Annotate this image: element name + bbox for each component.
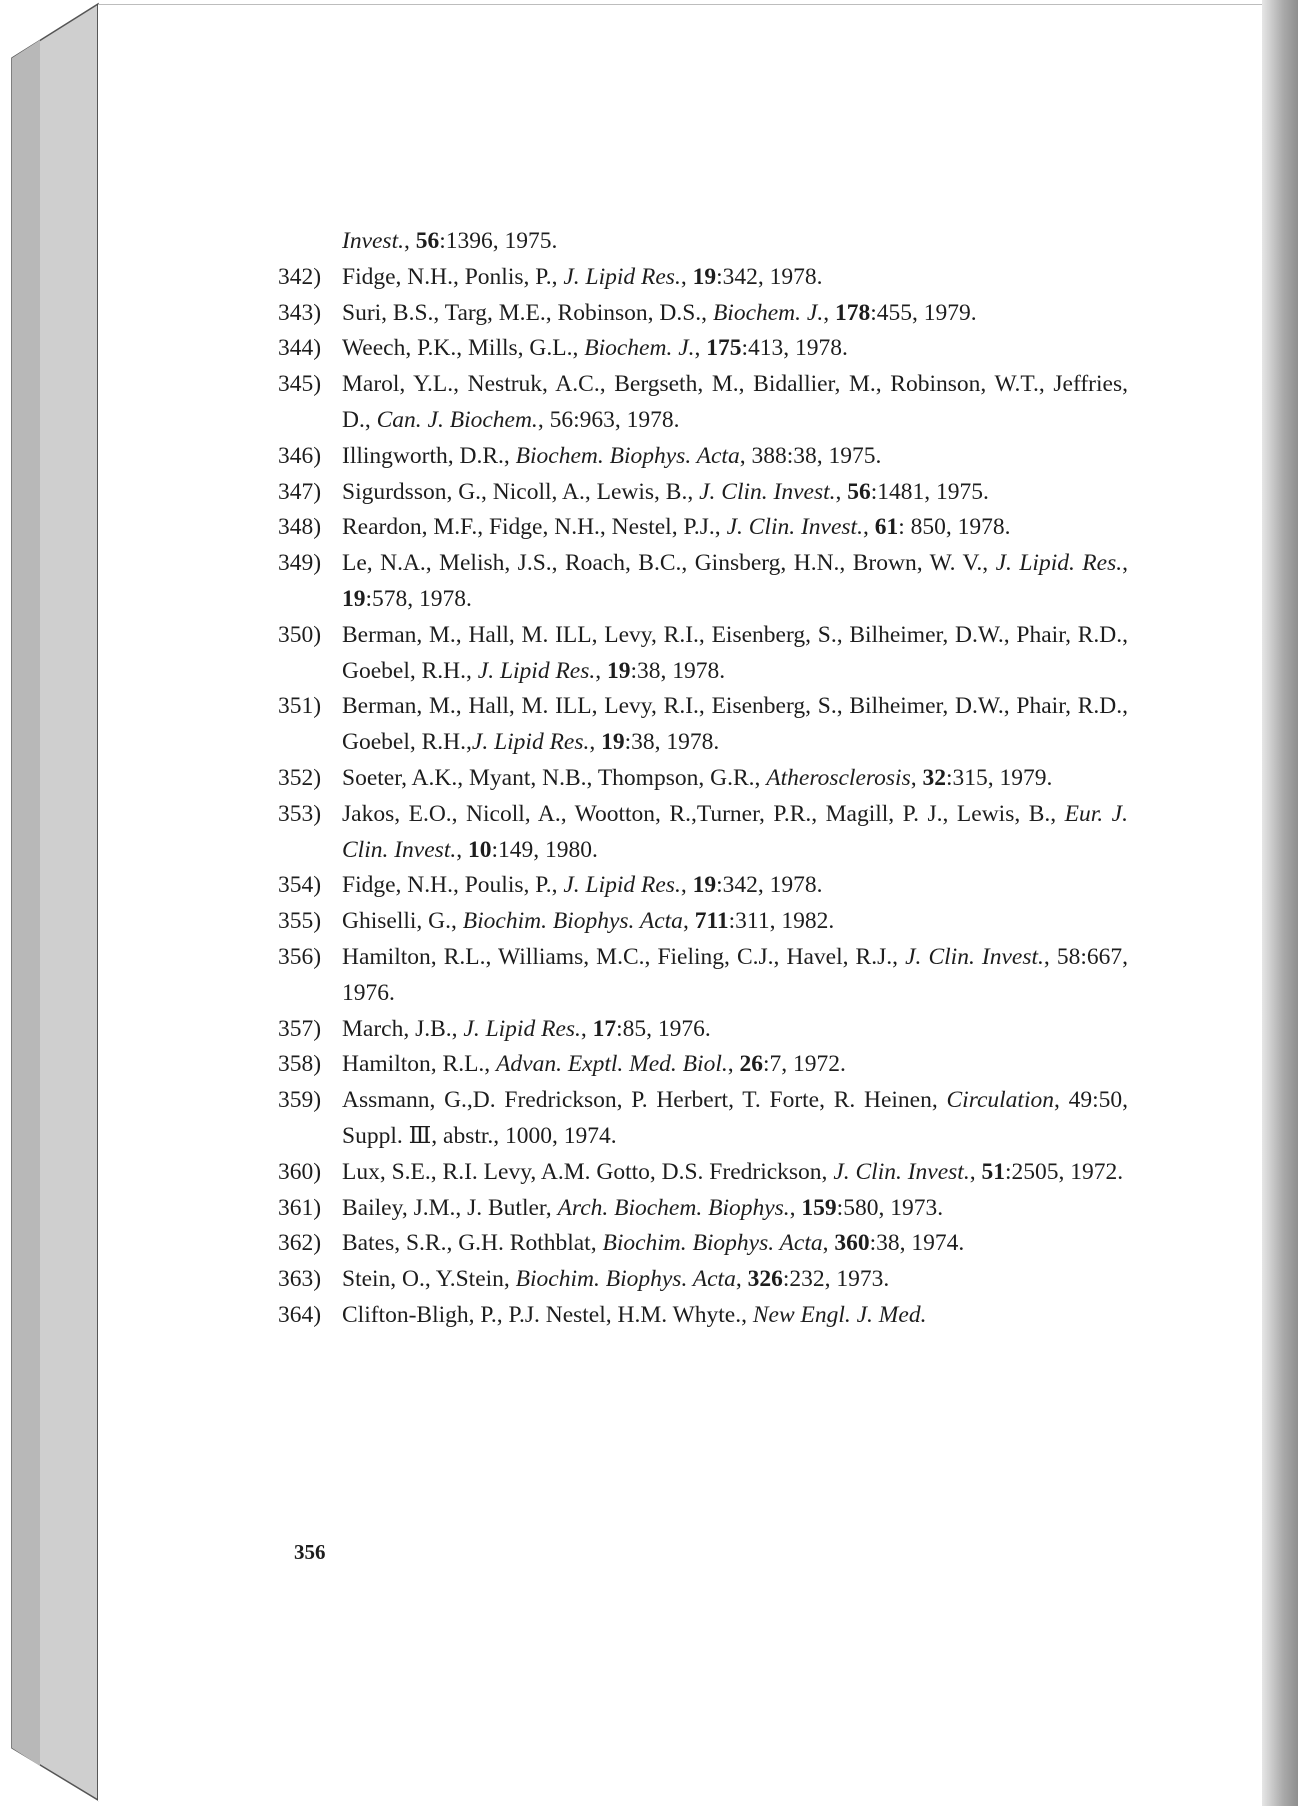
reference-segment: Berman, M., Hall, M. ILL, Levy, R.I., Eisenberg, S., Bilheimer, D.W., Phair, R.D., Goebel, R.H., bbox=[342, 693, 1128, 756]
reference-segment: :85, 1976. bbox=[616, 1015, 711, 1042]
reference-number: 357) bbox=[278, 1015, 322, 1042]
reference-segment: :342, 1978. bbox=[716, 872, 823, 899]
journal-title: J. Clin. Invest. bbox=[905, 943, 1044, 970]
journal-title: Biochim. Biophys. Acta bbox=[602, 1230, 823, 1257]
reference-segment: Fidge, N.H., Poulis, P., bbox=[342, 872, 564, 899]
reference-segment: Ghiselli, G., bbox=[342, 908, 463, 935]
reference-segment: , 49:50, Suppl. Ⅲ, abstr., 1000, 1974. bbox=[342, 1087, 1128, 1149]
reference-segment: Berman, M., Hall, M. ILL, Levy, R.I., Eisenberg, S., Bilheimer, D.W., Phair, R.D., Goebel, R.H., bbox=[342, 621, 1128, 684]
reference-number: 351) bbox=[278, 693, 322, 720]
volume-number: 19 bbox=[692, 263, 717, 290]
reference-text bbox=[342, 479, 989, 505]
reference-text bbox=[342, 1159, 1123, 1185]
reference-entry bbox=[278, 510, 1128, 546]
volume-number: 159 bbox=[801, 1194, 837, 1221]
reference-entry bbox=[278, 1298, 1128, 1334]
reference-segment: , bbox=[727, 1051, 740, 1078]
reference-text bbox=[342, 908, 834, 934]
reference-text bbox=[342, 801, 1128, 863]
reference-text bbox=[342, 1302, 926, 1328]
reference-segment: :1481, 1975. bbox=[870, 478, 989, 505]
reference-text bbox=[342, 514, 1011, 540]
reference-entry bbox=[278, 689, 1128, 761]
reference-number: 345) bbox=[278, 371, 322, 398]
reference-entry bbox=[278, 260, 1128, 296]
reference-segment: :38, 1974. bbox=[869, 1230, 965, 1257]
journal-title: Biochem. J. bbox=[584, 335, 695, 362]
reference-segment: , bbox=[735, 1266, 748, 1293]
reference-segment: , bbox=[694, 335, 707, 362]
reference-number: 350) bbox=[278, 621, 322, 648]
journal-title: Biochem. J. bbox=[712, 299, 824, 326]
volume-number: 10 bbox=[467, 836, 492, 863]
reference-continuation bbox=[278, 224, 1128, 260]
reference-text bbox=[342, 1051, 846, 1077]
reference-number: 344) bbox=[278, 335, 322, 362]
volume-number: 326 bbox=[747, 1266, 783, 1293]
reference-number: 347) bbox=[278, 478, 322, 505]
reference-entry bbox=[278, 940, 1128, 1012]
book-spine bbox=[0, 0, 100, 1806]
reference-text bbox=[342, 1230, 964, 1256]
reference-number: 360) bbox=[278, 1158, 322, 1185]
journal-title: Can. J. Biochem. bbox=[376, 406, 538, 433]
reference-number: 356) bbox=[278, 943, 322, 970]
volume-number: 51 bbox=[981, 1158, 1005, 1185]
reference-segment: Fidge, N.H., Ponlis, P., bbox=[342, 263, 564, 290]
reference-segment: :2505, 1972. bbox=[1004, 1158, 1124, 1185]
reference-entry bbox=[278, 1012, 1128, 1048]
reference-entry bbox=[278, 367, 1128, 439]
reference-entry bbox=[278, 296, 1128, 332]
page-number: 356 bbox=[294, 1540, 326, 1564]
reference-text bbox=[342, 300, 977, 326]
journal-title: J. Lipid. Res. bbox=[995, 550, 1123, 577]
reference-segment: , 388:38, 1975. bbox=[739, 442, 882, 469]
reference-segment: , bbox=[456, 836, 468, 863]
reference-text bbox=[342, 622, 1128, 684]
reference-segment: , bbox=[595, 657, 608, 684]
reference-segment: , bbox=[789, 1194, 802, 1221]
journal-title: Invest. bbox=[342, 228, 404, 254]
reference-segment: :38, 1978. bbox=[630, 657, 726, 684]
reference-segment: , bbox=[580, 1015, 593, 1042]
volume-number: 17 bbox=[592, 1015, 617, 1042]
volume-number: 56 bbox=[415, 228, 440, 254]
reference-segment: , bbox=[682, 908, 695, 935]
reference-entry bbox=[278, 1226, 1128, 1262]
reference-segment: Sigurdsson, G., Nicoll, A., Lewis, B., bbox=[342, 478, 700, 505]
reference-segment: March, J.B., bbox=[342, 1015, 464, 1042]
reference-text bbox=[342, 1087, 1128, 1149]
reference-text bbox=[342, 1266, 889, 1292]
reference-text bbox=[342, 872, 823, 898]
reference-segment: , bbox=[589, 729, 602, 756]
reference-entry bbox=[278, 331, 1128, 367]
journal-title: Advan. Exptl. Med. Biol. bbox=[496, 1051, 728, 1078]
volume-number: 19 bbox=[601, 729, 625, 756]
reference-entry bbox=[278, 475, 1128, 511]
reference-entry bbox=[278, 439, 1128, 475]
reference-segment: :315, 1979. bbox=[945, 764, 1053, 791]
reference-segment: :413, 1978. bbox=[741, 335, 848, 362]
reference-segment: : 850, 1978. bbox=[898, 514, 1011, 541]
volume-number: 711 bbox=[694, 908, 729, 935]
volume-number: 19 bbox=[607, 657, 631, 684]
reference-segment: , 58:667, 1976. bbox=[342, 943, 1128, 1006]
reference-segment: :149, 1980. bbox=[491, 836, 598, 863]
reference-number: 361) bbox=[278, 1194, 322, 1221]
page-edge-shadow bbox=[1262, 0, 1298, 1806]
reference-number: 353) bbox=[278, 800, 322, 827]
reference-segment: Clifton-Bligh, P., P.J. Nestel, H.M. Whyte., bbox=[342, 1301, 753, 1328]
reference-number: 364) bbox=[278, 1301, 322, 1328]
journal-title: Biochim. Biophys. Acta bbox=[462, 908, 683, 935]
reference-segment: :455, 1979. bbox=[870, 299, 977, 326]
reference-segment: Reardon, M.F., Fidge, N.H., Nestel, P.J., bbox=[342, 514, 727, 541]
reference-segment: Suri, B.S., Targ, M.E., Robinson, D.S., bbox=[342, 299, 713, 326]
reference-number: 358) bbox=[278, 1051, 322, 1078]
journal-title: Atherosclerosis bbox=[766, 764, 911, 791]
reference-number: 354) bbox=[278, 872, 322, 899]
reference-number: 362) bbox=[278, 1230, 322, 1257]
reference-segment: Bailey, J.M., J. Butler, bbox=[342, 1194, 558, 1221]
reference-entry bbox=[278, 868, 1128, 904]
reference-list bbox=[278, 224, 1128, 1334]
reference-entry bbox=[278, 1047, 1128, 1083]
reference-segment: Illingworth, D.R., bbox=[342, 442, 516, 469]
reference-segment: :1396, 1975. bbox=[439, 228, 558, 254]
reference-number: 346) bbox=[278, 442, 322, 469]
reference-entry bbox=[278, 761, 1128, 797]
reference-text bbox=[342, 550, 1128, 612]
reference-segment: Bates, S.R., G.H. Rothblat, bbox=[342, 1230, 603, 1257]
reference-entry bbox=[278, 904, 1128, 940]
reference-text bbox=[342, 443, 881, 469]
reference-segment: , bbox=[835, 478, 848, 505]
journal-title: Eur. J. Clin. Invest. bbox=[342, 800, 1128, 863]
reference-text bbox=[342, 693, 1128, 755]
volume-number: 56 bbox=[847, 478, 871, 505]
reference-text bbox=[342, 264, 823, 290]
reference-segment: , 56:963, 1978. bbox=[537, 406, 680, 433]
reference-number: 342) bbox=[278, 263, 322, 290]
reference-entry bbox=[278, 1155, 1128, 1191]
volume-number: 19 bbox=[342, 585, 366, 612]
reference-text bbox=[342, 944, 1128, 1006]
reference-text bbox=[342, 765, 1052, 791]
journal-title: J. Clin. Invest. bbox=[699, 478, 836, 505]
reference-segment: Weech, P.K., Mills, G.L., bbox=[342, 335, 585, 362]
reference-segment: Assmann, G.,D. Fredrickson, P. Herbert, T. Forte, R. Heinen, bbox=[342, 1087, 947, 1114]
reference-segment: , bbox=[910, 764, 923, 791]
reference-segment: Le, N.A., Melish, J.S., Roach, B.C., Ginsberg, H.N., Brown, W. V., bbox=[342, 550, 996, 577]
reference-text bbox=[342, 371, 1128, 433]
reference-segment: Soeter, A.K., Myant, N.B., Thompson, G.R., bbox=[342, 764, 767, 791]
volume-number: 175 bbox=[706, 335, 742, 362]
journal-title: J. Lipid Res. bbox=[471, 729, 590, 756]
reference-segment: :38, 1978. bbox=[624, 729, 720, 756]
journal-title: J. Lipid Res. bbox=[563, 263, 681, 290]
reference-segment: Marol, Y.L., Nestruk, A.C., Bergseth, M., Bidallier, M., Robinson, W.T., Jeffries, D., bbox=[342, 371, 1128, 433]
reference-entry bbox=[278, 1262, 1128, 1298]
journal-title: J. Lipid Res. bbox=[463, 1015, 581, 1042]
reference-number: 343) bbox=[278, 299, 322, 326]
reference-text bbox=[342, 228, 557, 254]
reference-segment: Jakos, E.O., Nicoll, A., Wootton, R.,Turner, P.R., Magill, P. J., Lewis, B., bbox=[342, 800, 1065, 827]
journal-title: J. Lipid Res. bbox=[563, 872, 681, 899]
reference-segment: , bbox=[823, 299, 835, 326]
journal-title: J. Lipid Res. bbox=[477, 657, 596, 684]
reference-segment: Lux, S.E., R.I. Levy, A.M. Gotto, D.S. Fredrickson, bbox=[342, 1158, 834, 1185]
volume-number: 32 bbox=[922, 764, 946, 791]
reference-entry bbox=[278, 1191, 1128, 1227]
journal-title: J. Clin. Invest. bbox=[833, 1158, 970, 1185]
reference-entry bbox=[278, 618, 1128, 690]
reference-segment: :580, 1973. bbox=[836, 1194, 944, 1221]
reference-number: 363) bbox=[278, 1266, 322, 1293]
volume-number: 360 bbox=[834, 1230, 870, 1257]
reference-text bbox=[342, 1016, 711, 1042]
reference-segment: Hamilton, R.L., Williams, M.C., Fieling, C.J., Havel, R.J., bbox=[342, 943, 906, 970]
journal-title: Biochim. Biophys. Acta bbox=[515, 1266, 736, 1293]
reference-segment: :232, 1973. bbox=[782, 1266, 890, 1293]
reference-segment: , bbox=[862, 514, 875, 541]
volume-number: 26 bbox=[739, 1051, 763, 1078]
journal-title: J. Clin. Invest. bbox=[726, 514, 863, 541]
reference-segment: Stein, O., Y.Stein, bbox=[342, 1266, 516, 1293]
journal-title: New Engl. J. Med. bbox=[752, 1301, 927, 1328]
reference-segment: :342, 1978. bbox=[716, 263, 823, 290]
reference-entry bbox=[278, 546, 1128, 618]
reference-segment: :311, 1982. bbox=[728, 908, 835, 935]
reference-number: 355) bbox=[278, 908, 322, 935]
reference-segment: :578, 1978. bbox=[365, 585, 472, 612]
reference-number: 349) bbox=[278, 550, 322, 577]
reference-segment: Hamilton, R.L., bbox=[342, 1051, 497, 1078]
reference-segment: , bbox=[680, 872, 693, 899]
reference-segment: , bbox=[404, 228, 416, 254]
volume-number: 61 bbox=[874, 514, 899, 541]
book-edge-graphic bbox=[0, 0, 100, 1806]
reference-segment: , bbox=[1122, 550, 1128, 577]
journal-title: Circulation bbox=[946, 1087, 1054, 1114]
reference-entry bbox=[278, 797, 1128, 869]
journal-title: Biochem. Biophys. Acta bbox=[515, 442, 740, 469]
reference-entry bbox=[278, 1083, 1128, 1155]
reference-segment: :7, 1972. bbox=[762, 1051, 846, 1078]
reference-text bbox=[342, 335, 848, 361]
reference-text bbox=[342, 1195, 943, 1221]
reference-number: 348) bbox=[278, 514, 322, 541]
volume-number: 178 bbox=[834, 299, 871, 326]
reference-segment: , bbox=[822, 1230, 835, 1257]
reference-number: 359) bbox=[278, 1087, 322, 1114]
reference-segment: , bbox=[680, 263, 693, 290]
journal-title: Arch. Biochem. Biophys. bbox=[557, 1194, 790, 1221]
reference-number: 352) bbox=[278, 764, 322, 791]
reference-segment: , bbox=[969, 1158, 982, 1185]
volume-number: 19 bbox=[692, 872, 717, 899]
